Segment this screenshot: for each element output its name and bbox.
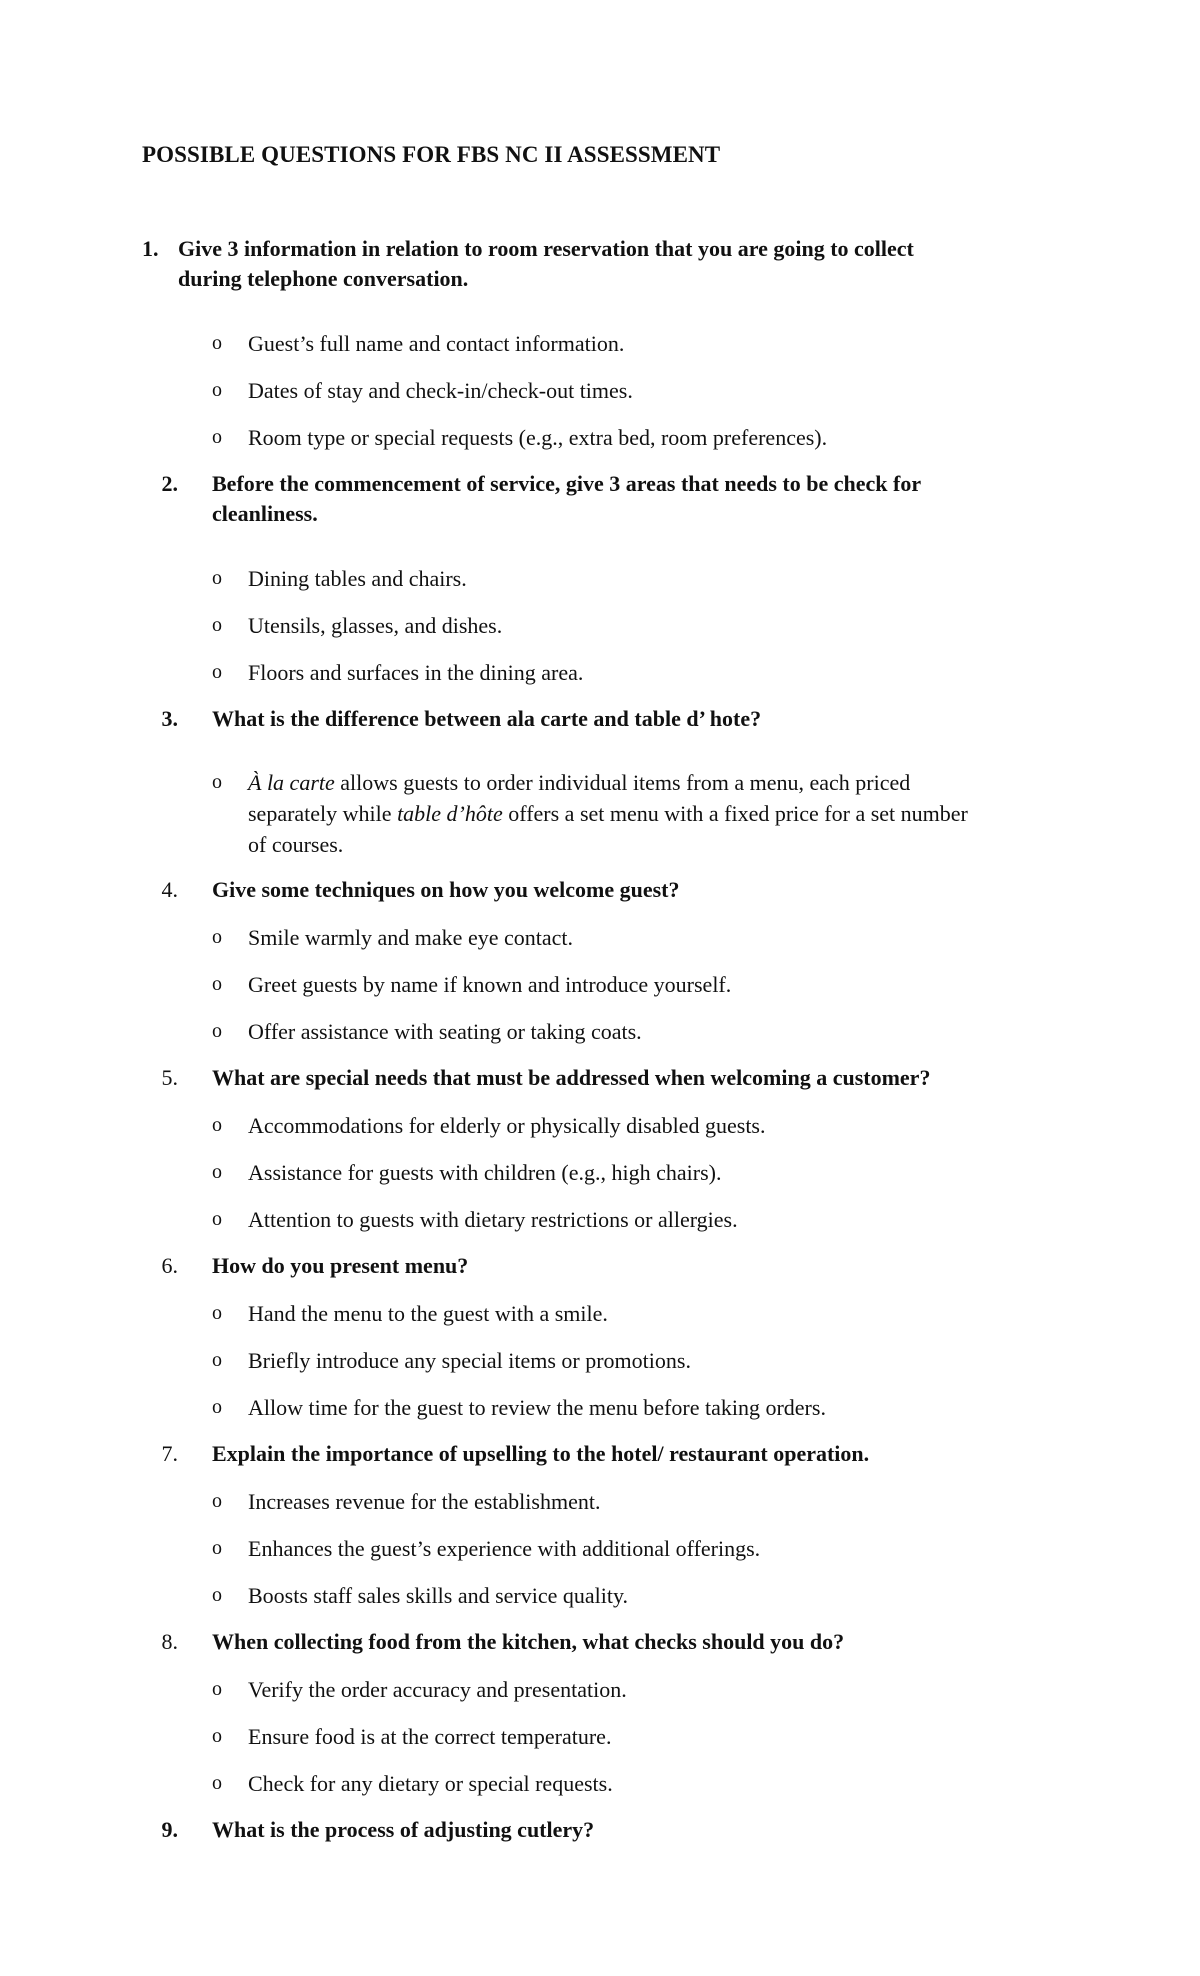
question-number: 5. [161, 1065, 178, 1090]
answer-text: Hand the menu to the guest with a smile. [248, 1301, 608, 1326]
answer-text: Dining tables and chairs. [248, 566, 467, 591]
answer-text: Accommodations for elderly or physically disabled guests. [248, 1113, 766, 1138]
bullet-icon: o [212, 661, 222, 683]
question-text: How do you present menu? [212, 1253, 469, 1278]
question-number: 8. [161, 1629, 178, 1654]
question-number: 1. [142, 236, 159, 261]
question-8 [142, 1627, 1082, 1659]
question-text: What are special needs that must be addressed when welcoming a customer? [212, 1065, 931, 1090]
answer-text-line [248, 829, 343, 860]
answer-text: Check for any dietary or special requests. [248, 1771, 613, 1796]
question-5 [142, 1063, 1082, 1095]
italic-term: À la carte [248, 770, 335, 795]
question-text: When collecting food from the kitchen, what checks should you do? [212, 1629, 845, 1654]
answer-text-segment: separately while [248, 801, 398, 826]
question-4 [142, 875, 1082, 907]
answer-text-segment: of courses. [248, 832, 344, 857]
bullet-icon: o [212, 1349, 222, 1371]
answer-text: Briefly introduce any special items or promotions. [248, 1348, 691, 1373]
question-3 [142, 704, 1082, 736]
question-2 [142, 469, 1082, 531]
answer-text: Guest’s full name and contact information. [248, 331, 625, 356]
bullet-icon: o [212, 1161, 222, 1183]
answer-text: Increases revenue for the establishment. [248, 1489, 601, 1514]
answer-text: Offer assistance with seating or taking coats. [248, 1019, 642, 1044]
question-6 [142, 1251, 1082, 1283]
answer-text: Allow time for the guest to review the menu before taking orders. [248, 1395, 826, 1420]
bullet-icon: o [212, 1114, 222, 1136]
question-1 [142, 234, 1082, 296]
answer-text: Assistance for guests with children (e.g., high chairs). [248, 1160, 722, 1185]
bullet-icon: o [212, 1725, 222, 1747]
question-number: 9. [161, 1817, 178, 1842]
question-number: 2. [161, 471, 178, 496]
answer-item [212, 767, 1072, 863]
question-text: Before the commencement of service, give 3 areas that needs to be check for [212, 471, 922, 496]
bullet-icon: o [212, 614, 222, 636]
answer-text: Boosts staff sales skills and service quality. [248, 1583, 629, 1608]
bullet-icon: o [212, 1772, 222, 1794]
question-number: 3. [161, 706, 178, 731]
answer-text: Greet guests by name if known and introduce yourself. [248, 972, 732, 997]
question-9 [142, 1815, 1082, 1847]
question-text-continued: cleanliness. [212, 501, 318, 526]
answer-text: Ensure food is at the correct temperature. [248, 1724, 612, 1749]
answer-text: Room type or special requests (e.g., extra bed, room preferences). [248, 425, 828, 450]
question-text: What is the difference between ala carte and table d’ hote? [212, 706, 762, 731]
bullet-icon: o [212, 1208, 222, 1230]
answer-text-line [248, 798, 968, 829]
answer-text-segment: allows guests to order individual items from a menu, each priced [334, 770, 911, 795]
bullet-icon: o [212, 926, 222, 948]
question-text: Give 3 information in relation to room reservation that you are going to collect [178, 236, 914, 261]
bullet-icon: o [212, 1584, 222, 1606]
question-text: Give some techniques on how you welcome guest? [212, 877, 680, 902]
answer-text-line [248, 767, 910, 798]
bullet-icon: o [212, 1020, 222, 1042]
answer-text: Verify the order accuracy and presentation. [248, 1677, 627, 1702]
answer-text-segment: offers a set menu with a fixed price for a set number [502, 801, 968, 826]
bullet-icon: o [212, 1302, 222, 1324]
question-text: What is the process of adjusting cutlery? [212, 1817, 595, 1842]
answer-text: Utensils, glasses, and dishes. [248, 613, 503, 638]
bullet-icon: o [212, 379, 222, 401]
question-number: 4. [161, 877, 178, 902]
document-title: POSSIBLE QUESTIONS FOR FBS NC II ASSESSMENT [142, 142, 721, 167]
question-number: 6. [161, 1253, 178, 1278]
bullet-icon: o [212, 1490, 222, 1512]
italic-term: table d’hôte [397, 801, 503, 826]
bullet-icon: o [212, 1396, 222, 1418]
bullet-icon: o [212, 332, 222, 354]
bullet-icon: o [212, 1678, 222, 1700]
bullet-icon: o [212, 567, 222, 589]
question-text-continued: during telephone conversation. [178, 266, 469, 291]
answer-text: Smile warmly and make eye contact. [248, 925, 573, 950]
question-7 [142, 1439, 1082, 1471]
bullet-icon: o [212, 426, 222, 448]
answer-text: Enhances the guest’s experience with additional offerings. [248, 1536, 761, 1561]
answer-text: Floors and surfaces in the dining area. [248, 660, 584, 685]
question-text: Explain the importance of upselling to the hotel/ restaurant operation. [212, 1441, 870, 1466]
bullet-icon: o [212, 973, 222, 995]
bullet-icon: o [212, 771, 222, 793]
answer-text: Dates of stay and check-in/check-out times. [248, 378, 633, 403]
answer-text: Attention to guests with dietary restrictions or allergies. [248, 1207, 738, 1232]
question-number: 7. [161, 1441, 178, 1466]
bullet-icon: o [212, 1537, 222, 1559]
